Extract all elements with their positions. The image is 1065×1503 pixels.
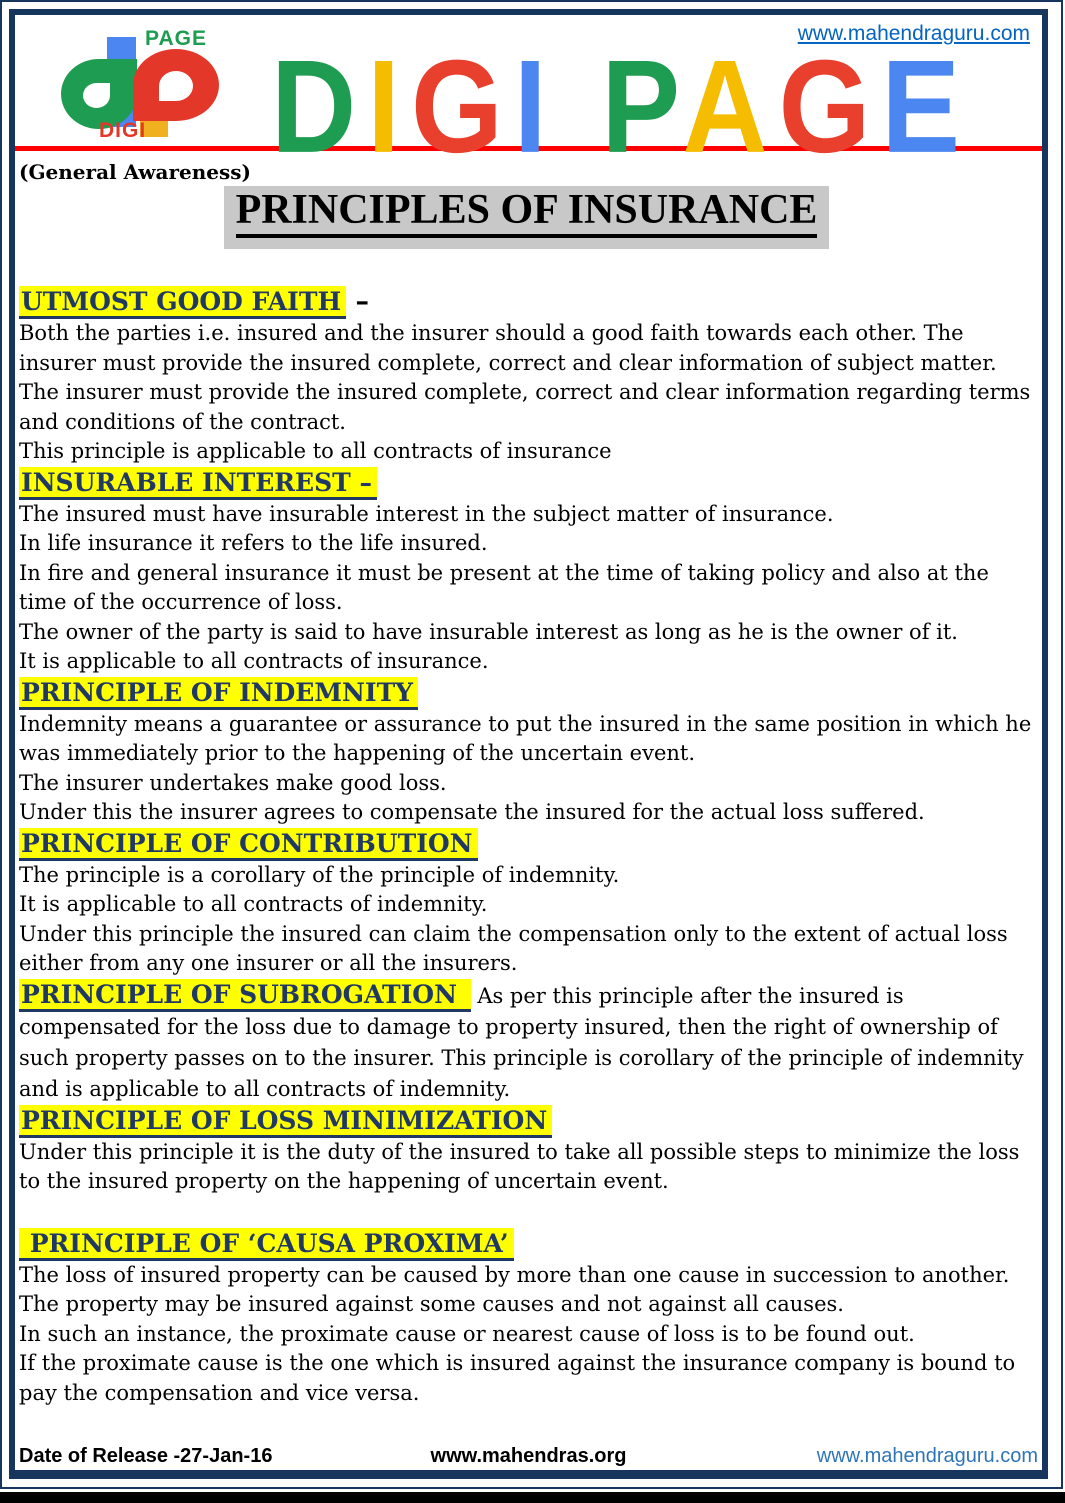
wordmark-letter: E (881, 33, 972, 181)
body-paragraph: Under this the insurer agrees to compensate the insured for the actual loss suffered. (19, 800, 925, 824)
bottom-black-strip (0, 1492, 1065, 1503)
section-principle-of-causa-proxima (19, 1228, 1034, 1409)
section-heading-principle-of-indemnity: PRINCIPLE OF INDEMNITY (19, 677, 418, 710)
logo-page-text: PAGE (145, 27, 207, 50)
document-body (15, 151, 1042, 1443)
footer-center-url: www.mahendras.org (430, 1445, 627, 1467)
release-date: Date of Release -27-Jan-16 (19, 1445, 273, 1467)
section-heading-line (19, 1105, 1034, 1138)
body-paragraph: The insurer undertakes make good loss. (19, 770, 447, 795)
body-paragraph: Under this principle it is the duty of the insured to take all possible steps to minimize the loss to the insured property on the happening of uncertain event. (19, 1139, 1020, 1193)
body-paragraph: If the proximate cause is the one which is insured against the insurance company is bound to pay the compensation and vice versa. (19, 1351, 1016, 1405)
section-heading-principle-of-loss-minimization: PRINCIPLE OF LOSS MINIMIZATION (19, 1105, 552, 1138)
body-paragraph: In such an instance, the proximate cause or nearest cause of loss is to be found out. (19, 1321, 915, 1346)
body-paragraph: The insurer must provide the insured complete, correct and clear information regarding terms and conditions of the contract. (19, 380, 1031, 434)
section-principle-of-loss-minimization (19, 1105, 1034, 1197)
section-heading-line (19, 286, 1034, 319)
body-paragraph: In fire and general insurance it must be present at the time of taking policy and also at the time of the occurrence of loss. (19, 560, 989, 614)
section-heading-insurable-interest: INSURABLE INTEREST – (19, 467, 377, 500)
category-label: (General Awareness) (19, 160, 251, 184)
body-paragraph: The loss of insured property can be caused by more than one cause in succession to another. The property may be insured against some causes and not against all causes. (19, 1262, 1010, 1316)
wordmark-letter: G (411, 33, 514, 181)
page-title: PRINCIPLES OF INSURANCE (224, 186, 830, 249)
body-paragraph: This principle is applicable to all contracts of insurance (19, 439, 612, 463)
section-heading-utmost-good-faith: UTMOST GOOD FAITH (19, 286, 346, 319)
section-heading-line (19, 1228, 1034, 1261)
wordmark-letter: P (601, 33, 683, 181)
wordmark-letter: I (513, 33, 558, 181)
page-footer (15, 1443, 1042, 1470)
section-heading-line (19, 828, 1034, 861)
section-heading-line (19, 467, 1034, 500)
section-principle-of-subrogation (19, 979, 1034, 1105)
sections-container (19, 286, 1034, 1408)
body-paragraph: It is applicable to all contracts of insurance. (19, 649, 489, 673)
heading-dash-suffix: – (346, 286, 370, 317)
section-heading-principle-of-causa-proxima: PRINCIPLE OF ‘CAUSA PROXIMA’ (19, 1228, 514, 1261)
wordmark-letter: I (367, 33, 412, 181)
body-paragraph: The owner of the party is said to have insurable interest as long as he is the owner of it. (19, 619, 958, 644)
body-paragraph: The principle is a corollary of the principle of indemnity. (19, 862, 620, 887)
page-box (9, 9, 1048, 1479)
body-paragraph: Indemnity means a guarantee or assurance to put the insured in the same position in which he was immediately prior to the happening of the uncertain event. (19, 711, 1032, 765)
section-insurable-interest (19, 467, 1034, 677)
body-paragraph: Both the parties i.e. insured and the insurer should a good faith towards each other. The insurer must provide the insured complete, correct and clear information of subject matter. (19, 321, 997, 375)
body-paragraph: The insured must have insurable interest in the subject matter of insurance. (19, 501, 834, 526)
section-inline-text: As per this principle after the insured is compensated for the loss due to damage to property insured, then the right of ownership of such property passes on to the insurer. This principle is corollary of the principle of indemnity and is applicable to all contracts of indemnity. (19, 983, 1024, 1101)
logo-red-p-shape (133, 49, 219, 121)
wordmark-letter: D (271, 33, 368, 181)
body-paragraph: It is applicable to all contracts of indemnity. (19, 892, 488, 916)
logo-digi-text: DIGI (99, 119, 147, 142)
wordmark-letter: A (682, 33, 779, 181)
footer-site-link[interactable]: www.mahendraguru.com (816, 1445, 1039, 1467)
body-paragraph: In life insurance it refers to the life insured. (19, 531, 488, 555)
section-heading-line (19, 677, 1034, 710)
wordmark-letter (558, 33, 602, 181)
section-heading-principle-of-contribution: PRINCIPLE OF CONTRIBUTION (19, 828, 478, 861)
wordmark-letter: G (778, 33, 882, 181)
body-paragraph: Under this principle the insured can claim the compensation only to the extent of actual loss either from any one insurer or all the insurers. (19, 921, 1008, 975)
section-utmost-good-faith (19, 286, 1034, 467)
digi-page-logo (57, 27, 272, 147)
title-row (19, 186, 1034, 249)
digi-page-wordmark (271, 33, 972, 181)
section-heading-line (19, 979, 1034, 1105)
section-principle-of-indemnity (19, 677, 1034, 828)
section-principle-of-contribution (19, 828, 1034, 979)
section-heading-principle-of-subrogation: PRINCIPLE OF SUBROGATION (19, 979, 471, 1012)
header-site-link[interactable]: www.mahendraguru.com (797, 22, 1030, 45)
